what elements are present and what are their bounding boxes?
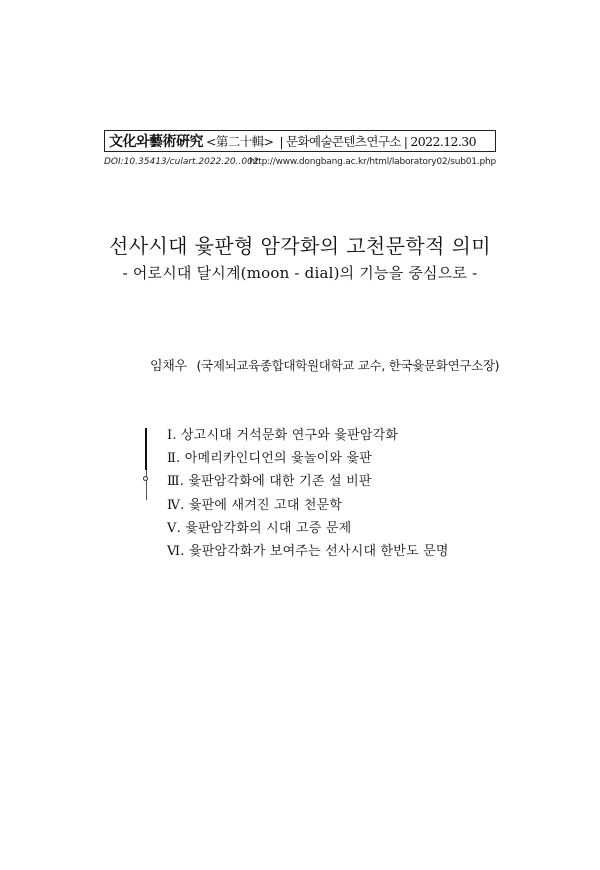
- paper-title: 선사시대 윷판형 암각화의 고천문학적 의미: [109, 234, 491, 258]
- journal-name: 文化와藝術硏究: [109, 134, 204, 150]
- toc-list: [145, 424, 505, 563]
- toc-item: Ⅱ. 아메리카인디언의 윷놀이와 윷판: [167, 451, 372, 467]
- toc-item: Ⅰ. 상고시대 거석문화 연구와 윷판암각화: [167, 428, 399, 443]
- toc-rule: [145, 428, 147, 470]
- toc-rule: [146, 470, 147, 500]
- journal-date: 2022.12.30: [410, 133, 476, 149]
- table-of-contents: [145, 424, 505, 563]
- toc-item: Ⅲ. 윷판암각화에 대한 기존 설 비판: [167, 474, 372, 490]
- toc-rule-marker: [143, 476, 148, 481]
- journal-volume: <第二十輯>: [206, 134, 274, 149]
- author-name: 임채우: [150, 359, 187, 374]
- header-separator: |: [279, 133, 284, 149]
- doi: DOI:10.35413/culart.2022.20..002: [104, 157, 259, 167]
- author-affiliation: (국제뇌교육종합대학원대학교 교수, 한국윷문화연구소장): [196, 358, 500, 373]
- toc-item: Ⅵ. 윷판암각화가 보여주는 선사시대 한반도 문명: [167, 543, 449, 559]
- author-line: [150, 355, 499, 374]
- toc-item: Ⅴ. 윷판암각화의 시대 고증 문제: [167, 520, 352, 536]
- journal-institute: 문화예술콘텐츠연구소: [286, 134, 401, 149]
- source-url: http://www.dongbang.ac.kr/html/laboratory02/sub01.php: [249, 157, 496, 167]
- paper-subtitle: - 어로시대 달시계(moon - dial)의 기능을 중심으로 -: [122, 264, 478, 282]
- toc-item: Ⅳ. 윷판에 새겨진 고대 천문학: [167, 497, 343, 513]
- header-separator: |: [403, 133, 408, 149]
- journal-header: [104, 130, 496, 152]
